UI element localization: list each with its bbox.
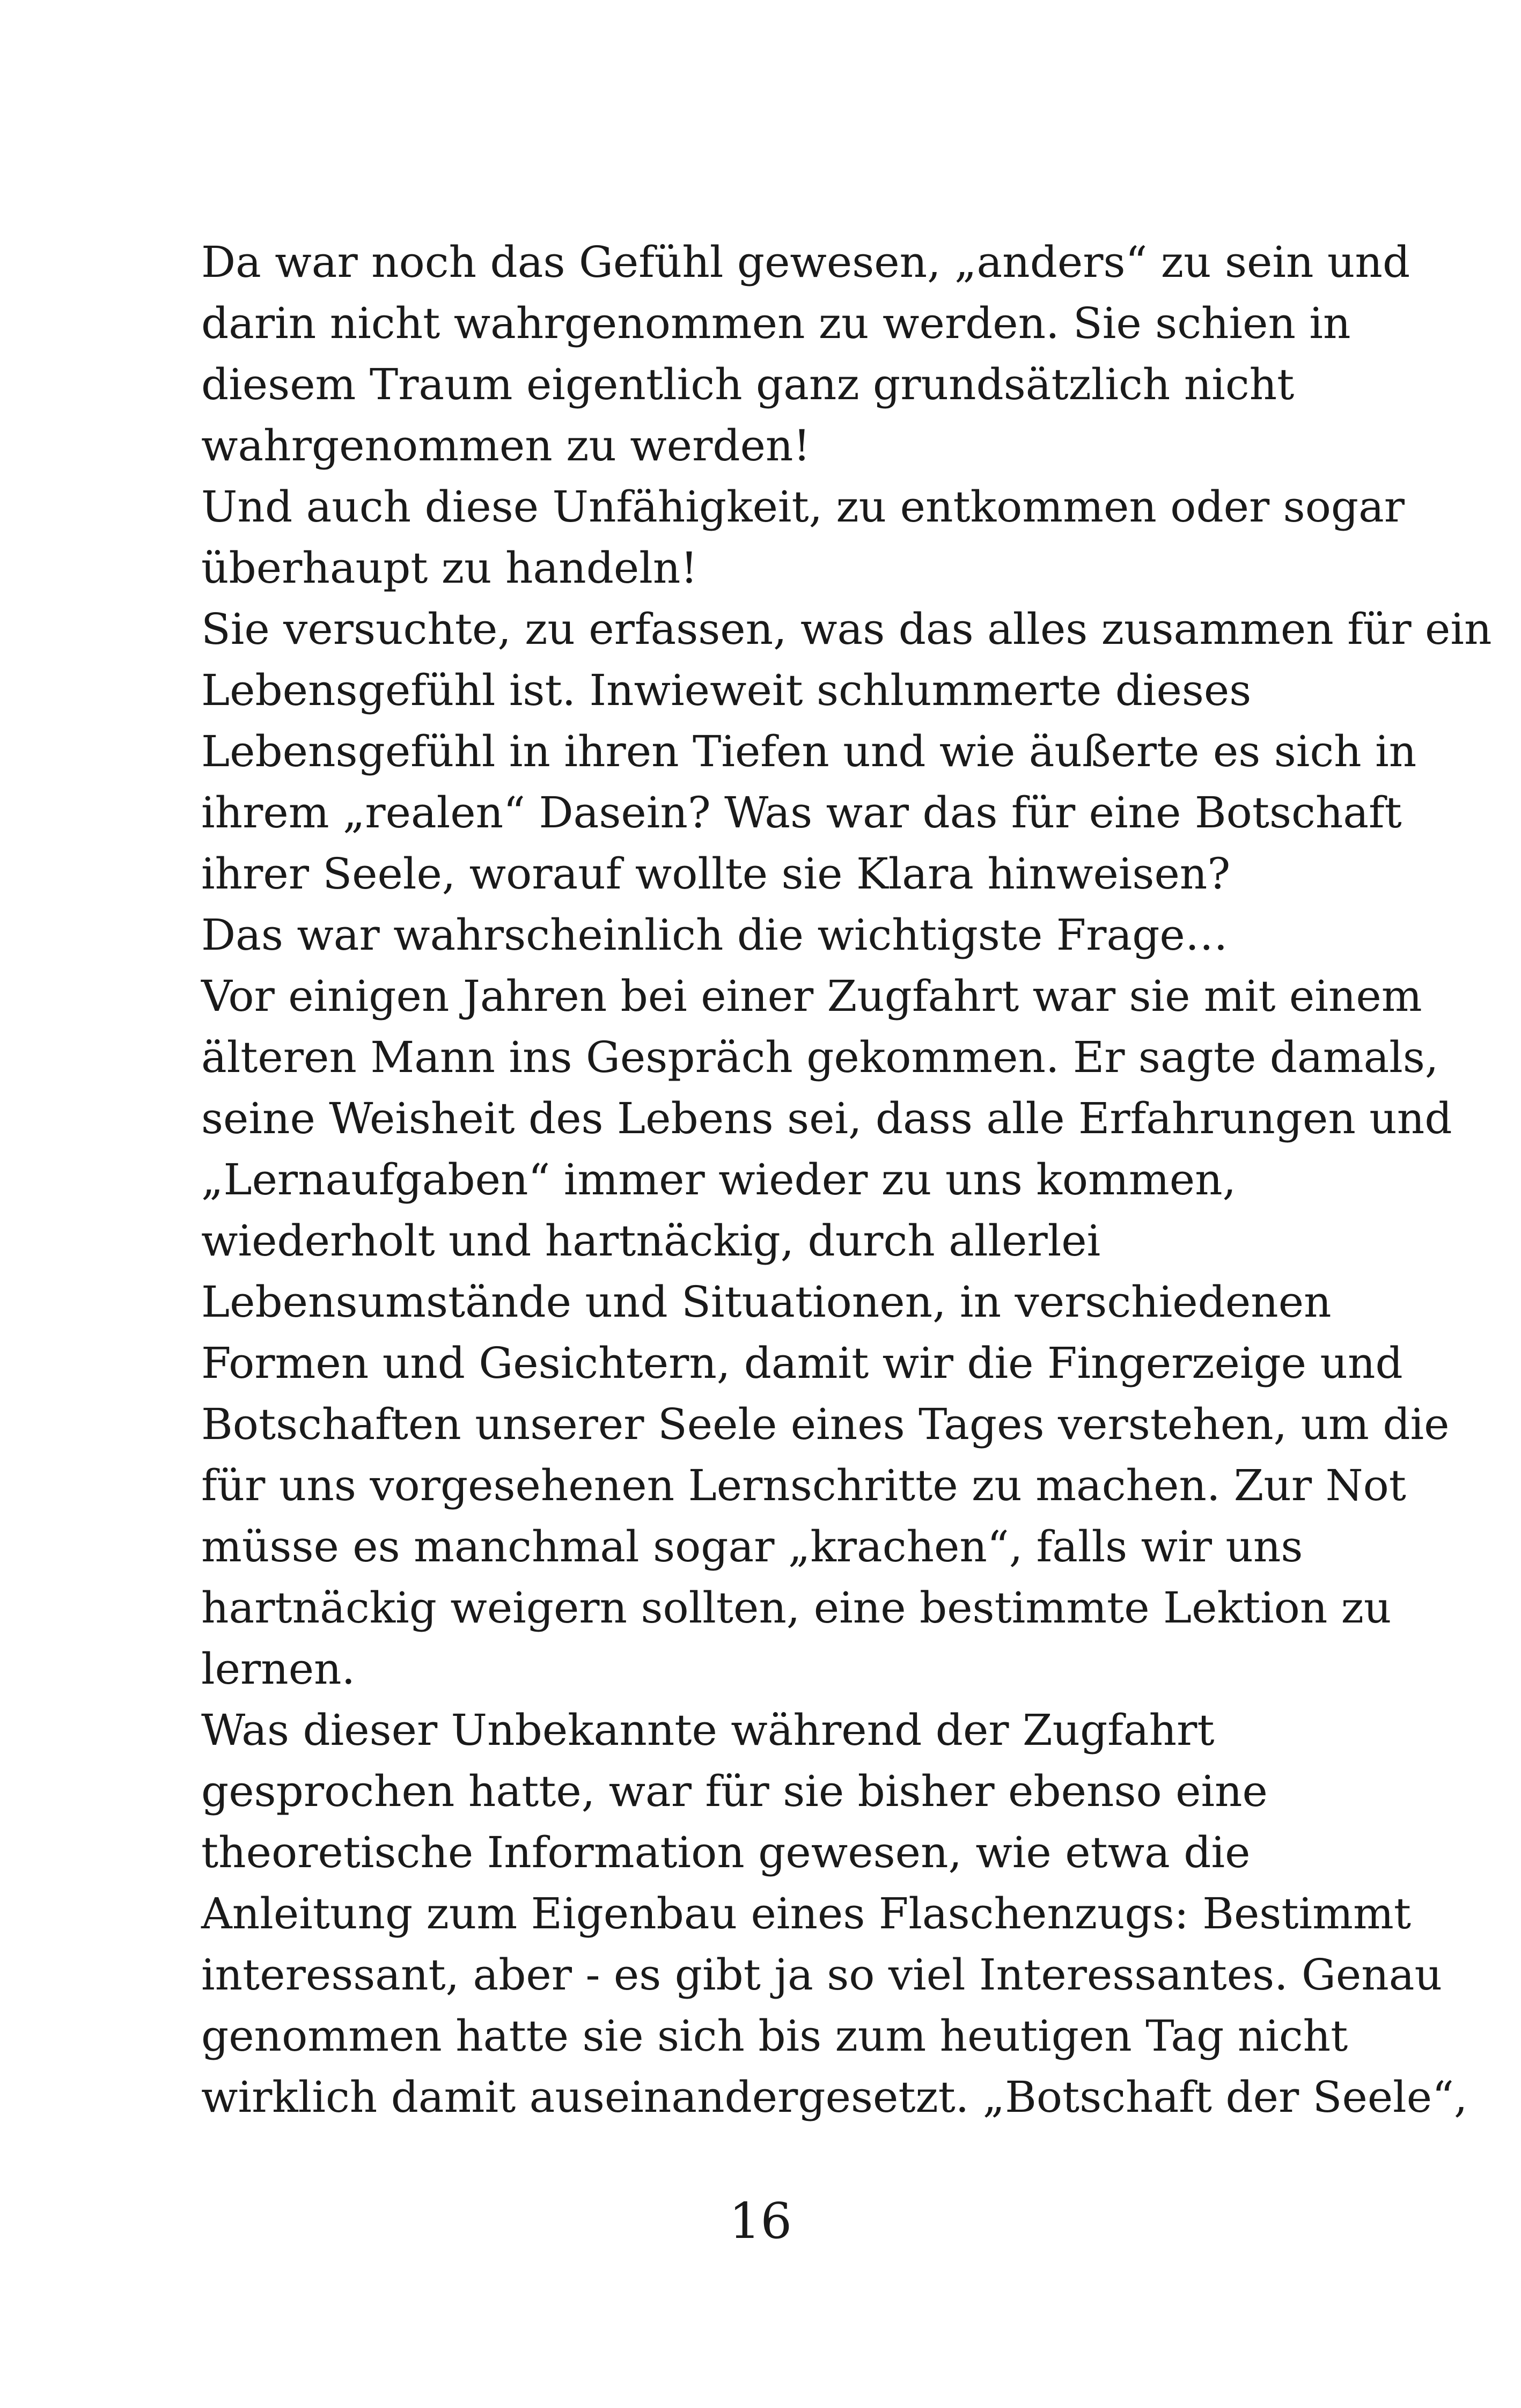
- text-line: interessant, aber - es gibt ja so viel Interessantes. Genau: [201, 1950, 1442, 2000]
- text-line: Lebensgefühl in ihren Tiefen und wie äußerte es sich in: [201, 726, 1417, 776]
- text-line: Und auch diese Unfähigkeit, zu entkommen oder sogar: [201, 482, 1405, 532]
- text-line: ihrem „realen“ Dasein? Was war das für eine Botschaft: [201, 788, 1402, 838]
- text-line: darin nicht wahrgenommen zu werden. Sie schien in: [201, 298, 1351, 348]
- text-line: „Lernaufgaben“ immer wieder zu uns kommen,: [201, 1155, 1237, 1205]
- text-line: seine Weisheit des Lebens sei, dass alle Erfahrungen und: [201, 1093, 1452, 1143]
- text-line: ihrer Seele, worauf wollte sie Klara hinweisen?: [201, 849, 1231, 899]
- text-line: Sie versuchte, zu erfassen, was das alles zusammen für ein: [201, 604, 1492, 654]
- text-line: wirklich damit auseinandergesetzt. „Botschaft der Seele“,: [201, 2072, 1468, 2122]
- text-line: lernen.: [201, 1644, 355, 1694]
- text-line: genommen hatte sie sich bis zum heutigen Tag nicht: [201, 2011, 1348, 2061]
- text-line: theoretische Information gewesen, wie etwa die: [201, 1827, 1251, 1877]
- text-line: Da war noch das Gefühl gewesen, „anders“ zu sein und: [201, 237, 1410, 287]
- text-line: Formen und Gesichtern, damit wir die Fingerzeige und: [201, 1338, 1403, 1388]
- text-line: gesprochen hatte, war für sie bisher ebenso eine: [201, 1766, 1268, 1816]
- text-line: für uns vorgesehenen Lernschritte zu machen. Zur Not: [201, 1460, 1406, 1510]
- text-line: Das war wahrscheinlich die wichtigste Frage…: [201, 910, 1228, 960]
- body-text: [201, 232, 1492, 2128]
- text-line: Anleitung zum Eigenbau eines Flaschenzugs: Bestimmt: [201, 1889, 1411, 1939]
- text-line: wiederholt und hartnäckig, durch allerlei: [201, 1216, 1101, 1266]
- text-line: müsse es manchmal sogar „krachen“, falls wir uns: [201, 1522, 1303, 1572]
- text-line: wahrgenommen zu werden!: [201, 421, 811, 471]
- text-line: Botschaften unserer Seele eines Tages verstehen, um die: [201, 1399, 1450, 1449]
- text-line: hartnäckig weigern sollten, eine bestimmte Lektion zu: [201, 1583, 1392, 1633]
- text-line: Lebensumstände und Situationen, in verschiedenen: [201, 1277, 1332, 1327]
- text-line: Lebensgefühl ist. Inwieweit schlummerte dieses: [201, 665, 1252, 715]
- text-line: älteren Mann ins Gespräch gekommen. Er sagte damals,: [201, 1032, 1439, 1082]
- text-line: diesem Traum eigentlich ganz grundsätzlich nicht: [201, 359, 1295, 409]
- text-line: überhaupt zu handeln!: [201, 543, 698, 593]
- text-line: Vor einigen Jahren bei einer Zugfahrt war sie mit einem: [201, 971, 1422, 1021]
- page-number: 16: [729, 2192, 792, 2250]
- text-line: Was dieser Unbekannte während der Zugfahrt: [201, 1705, 1215, 1755]
